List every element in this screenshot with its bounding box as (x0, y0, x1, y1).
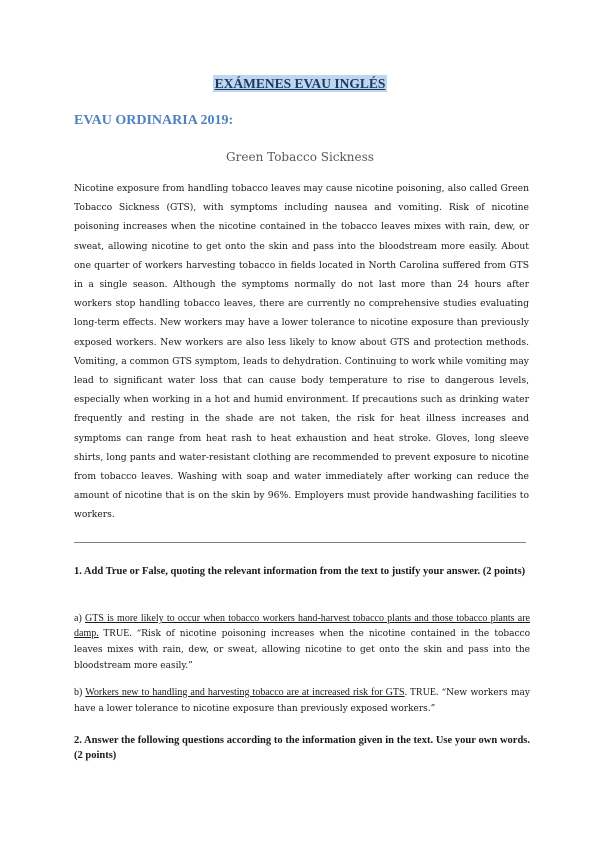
answer-b-verdict: . TRUE. (404, 687, 442, 698)
section-title: EVAU ORDINARIA 2019: (74, 113, 234, 128)
answer-a-label: a) (74, 613, 86, 624)
answer-b-claim: Workers new to handling and harvesting tobacco are at increased risk for GTS (85, 687, 405, 698)
question-2: 2. Answer the following questions according to the information given in the text. Use your own words. (2 points) (74, 735, 530, 761)
answer-a-quote: “Risk of nicotine poisoning increases when the nicotine contained in the tobacco leaves mixes with rain, dew, or sweat, allowing nicotine to get onto the skin and pass into the bloodstream more easily.” (74, 629, 530, 671)
answer-a (74, 611, 530, 674)
question-1: 1. Add True or False, quoting the relevant information from the text to justify your answer. (2 points) (74, 566, 526, 577)
main-title-text: EXÁMENES EVAU INGLÉS (214, 76, 386, 91)
answer-a-verdict: TRUE. (98, 628, 137, 639)
answer-a-claim: GTS is more likely to occur when tobacco workers hand-harvest tobacco plants and those tobacco plants are damp. (74, 613, 530, 639)
main-title (0, 76, 600, 92)
answer-b-quote: “New workers may have a lower tolerance to nicotine exposure than previously exposed workers.” (74, 688, 530, 714)
answer-b (74, 685, 530, 717)
reading-passage: Nicotine exposure from handling tobacco leaves may cause nicotine poisoning, also called Green Tobacco Sickness (GTS), with symptoms including nausea and vomiting. Risk of nicotine poisoning increases when the nicotine contained in the tobacco leaves mixes with rain, dew, or sweat, allowing nicotine to get onto the skin and pass into the bloodstream more easily. About one quarter of workers harvesting tobacco in fields located in North Carolina suffered from GTS in a single season. Although the symptoms normally do not last more than 24 hours after workers stop handling tobacco leaves, there are currently no comprehensive studies evaluating long-term effects. New workers may have a lower tolerance to nicotine exposure than previously exposed workers. New workers are also less likely to know about GTS and protection methods. Vomiting, a common GTS symptom, leads to dehydration. Continuing to work while vomiting may lead to significant water loss that can cause body temperature to rise to dangerous levels, especially when working in a hot and humid environment. If precautions such as drinking water frequently and resting in the shade are not taken, the risk for heat illness increases and symptoms can range from heat rash to heat exhaustion and heat stroke. Gloves, long sleeve shirts, long pants and water-resistant clothing are recommended to prevent exposure to nicotine from tobacco leaves. Washing with soap and water immediately after working can reduce the amount of nicotine that is on the skin by 96%. Employers must provide handwashing facilities to workers. (74, 183, 529, 521)
text-title: Green Tobacco Sickness (226, 150, 374, 164)
horizontal-divider (74, 542, 526, 543)
answer-b-label: b) (74, 687, 86, 698)
